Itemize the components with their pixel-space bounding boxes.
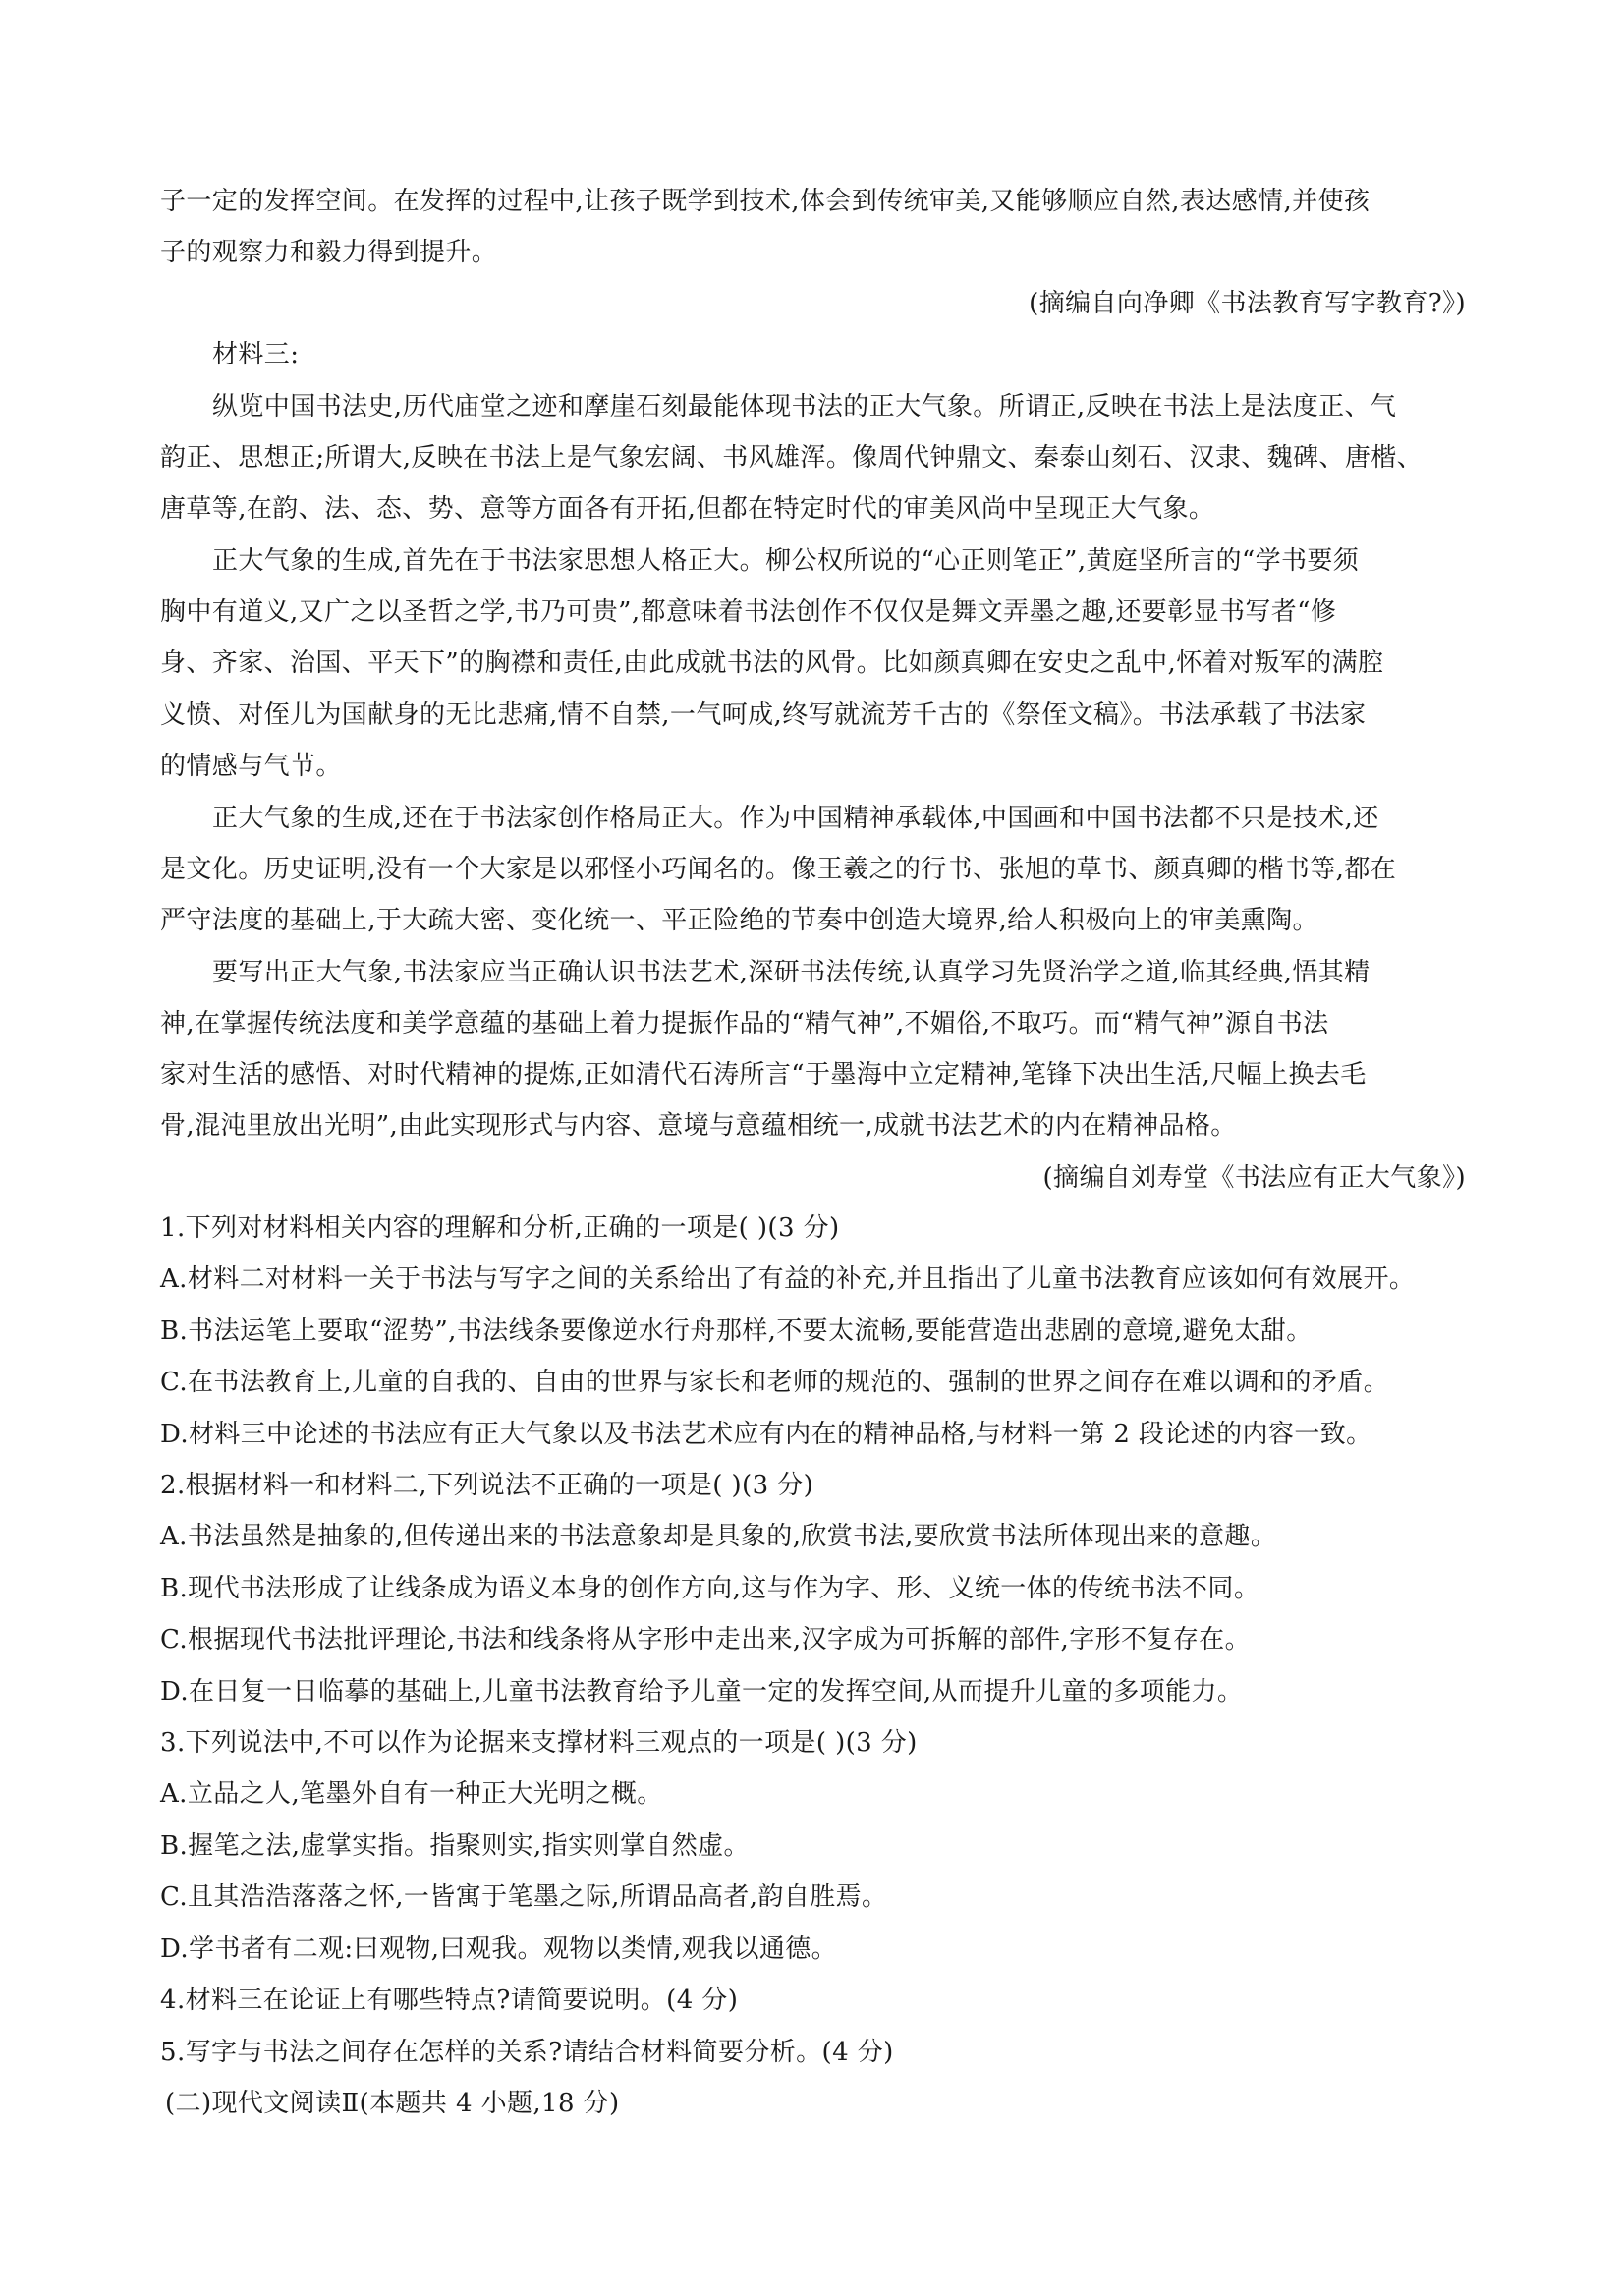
question-5-stem: 5.写字与书法之间存在怎样的关系?请结合材料简要分析。(4 分): [160, 2038, 894, 2067]
question-3-option-a: A.立品之人,笔墨外自有一种正大光明之概。: [160, 1779, 663, 1809]
question-1-option-d: D.材料三中论述的书法应有正大气象以及书法艺术应有内在的精神品格,与材料一第 2 段论述的内容一致。: [160, 1420, 1372, 1449]
material-3-p4-line-2: 神,在掌握传统法度和美学意蕴的基础上着力提振作品的“精气神”,不媚俗,不取巧。而“精气神”源自书法: [160, 1009, 1329, 1038]
material-3-p3-line-2: 是文化。历史证明,没有一个大家是以邪怪小巧闻名的。像王羲之的行书、张旭的草书、颜真卿的楷书等,都在: [160, 855, 1397, 884]
continuation-line-1: 子一定的发挥空间。在发挥的过程中,让孩子既学到技术,体会到传统审美,又能够顺应自然,表达感情,并使孩: [160, 187, 1371, 216]
material-3-p3-line-1: 正大气象的生成,还在于书法家创作格局正大。作为中国精神承载体,中国画和中国书法都不只是技术,还: [212, 804, 1379, 833]
question-4-stem: 4.材料三在论证上有哪些特点?请简要说明。(4 分): [160, 1986, 739, 2015]
material-3-p3-line-3: 严守法度的基础上,于大疏大密、变化统一、平正险绝的节奏中创造大境界,给人积极向上的审美熏陶。: [160, 906, 1318, 935]
material-3-p2-line-1: 正大气象的生成,首先在于书法家思想人格正大。柳公权所说的“心正则笔正”,黄庭坚所言的“学书要须: [212, 546, 1360, 576]
question-1-option-b: B.书法运笔上要取“涩势”,书法线条要像逆水行舟那样,不要太流畅,要能营造出悲剧的意境,避免太甜。: [160, 1316, 1313, 1346]
question-3-option-c: C.且其浩浩落落之怀,一皆寓于笔墨之际,所谓品高者,韵自胜焉。: [160, 1882, 888, 1912]
question-3-option-d: D.学书者有二观:曰观物,曰观我。观物以类情,观我以通德。: [160, 1934, 838, 1964]
continuation-line-2: 子的观察力和毅力得到提升。: [160, 238, 498, 267]
material-3-p1-line-2: 韵正、思想正;所谓大,反映在书法上是气象宏阔、书风雄浑。像周代钟鼎文、秦泰山刻石、汉隶、魏碑、唐楷、: [160, 443, 1424, 473]
question-2-option-a: A.书法虽然是抽象的,但传递出来的书法意象却是具象的,欣赏书法,要欣赏书法所体现出来的意趣。: [160, 1522, 1277, 1551]
question-2-option-c: C.根据现代书法批评理论,书法和线条将从字形中走出来,汉字成为可拆解的部件,字形不复存在。: [160, 1625, 1252, 1654]
material-3-p1-line-1: 纵览中国书法史,历代庙堂之迹和摩崖石刻最能体现书法的正大气象。所谓正,反映在书法上是法度正、气: [212, 392, 1397, 421]
question-1-option-c: C.在书法教育上,儿童的自我的、自由的世界与家长和老师的规范的、强制的世界之间存在难以调和的矛盾。: [160, 1368, 1390, 1397]
question-2-stem: 2.根据材料一和材料二,下列说法不正确的一项是( )(3 分): [160, 1471, 814, 1500]
question-3-option-b: B.握笔之法,虚掌实指。指聚则实,指实则掌自然虚。: [160, 1831, 750, 1861]
material-3-p4-line-1: 要写出正大气象,书法家应当正确认识书法艺术,深研书法传统,认真学习先贤治学之道,临其经典,悟其精: [212, 958, 1371, 987]
question-1-option-a: A.材料二对材料一关于书法与写字之间的关系给出了有益的补充,并且指出了儿童书法教育应该如何有效展开。: [160, 1264, 1416, 1294]
material-3-p2-line-2: 胸中有道义,又广之以圣哲之学,书乃可贵”,都意味着书法创作不仅仅是舞文弄墨之趣,还要彰显书写者“修: [160, 597, 1337, 627]
question-2-option-b: B.现代书法形成了让线条成为语义本身的创作方向,这与作为字、形、义统一体的传统书法不同。: [160, 1574, 1260, 1603]
section-heading-modern-reading-2: (二)现代文阅读Ⅱ(本题共 4 小题,18 分): [165, 2089, 620, 2118]
material-3-p1-line-3: 唐草等,在韵、法、态、势、意等方面各有开拓,但都在特定时代的审美风尚中呈现正大气象。: [160, 494, 1215, 524]
question-2-option-d: D.在日复一日临摹的基础上,儿童书法教育给予儿童一定的发挥空间,从而提升儿童的多项能力。: [160, 1677, 1244, 1707]
source-citation-material-2: (摘编自向净卿《书法教育写字教育?》): [1029, 289, 1466, 318]
material-3-p2-line-3: 身、齐家、治国、平天下”的胸襟和责任,由此成就书法的风骨。比如颜真卿在安史之乱中,怀着对叛军的满腔: [160, 648, 1384, 678]
material-3-p2-line-4: 义愤、对侄儿为国献身的无比悲痛,情不自禁,一气呵成,终写就流芳千古的《祭侄文稿》。书法承载了书法家: [160, 700, 1367, 730]
material-3-p2-line-5: 的情感与气节。: [160, 752, 342, 781]
question-3-stem: 3.下列说法中,不可以作为论据来支撑材料三观点的一项是( )(3 分): [160, 1728, 918, 1758]
question-1-stem: 1.下列对材料相关内容的理解和分析,正确的一项是( )(3 分): [160, 1213, 840, 1243]
material-3-title: 材料三:: [212, 340, 300, 369]
material-3-p4-line-4: 骨,混沌里放出光明”,由此实现形式与内容、意境与意蕴相统一,成就书法艺术的内在精神品格。: [160, 1111, 1237, 1141]
material-3-p4-line-3: 家对生活的感悟、对时代精神的提炼,正如清代石涛所言“于墨海中立定精神,笔锋下决出生活,尺幅上换去毛: [160, 1060, 1367, 1090]
source-citation-material-3: (摘编自刘寿堂《书法应有正大气象》): [1042, 1163, 1466, 1193]
